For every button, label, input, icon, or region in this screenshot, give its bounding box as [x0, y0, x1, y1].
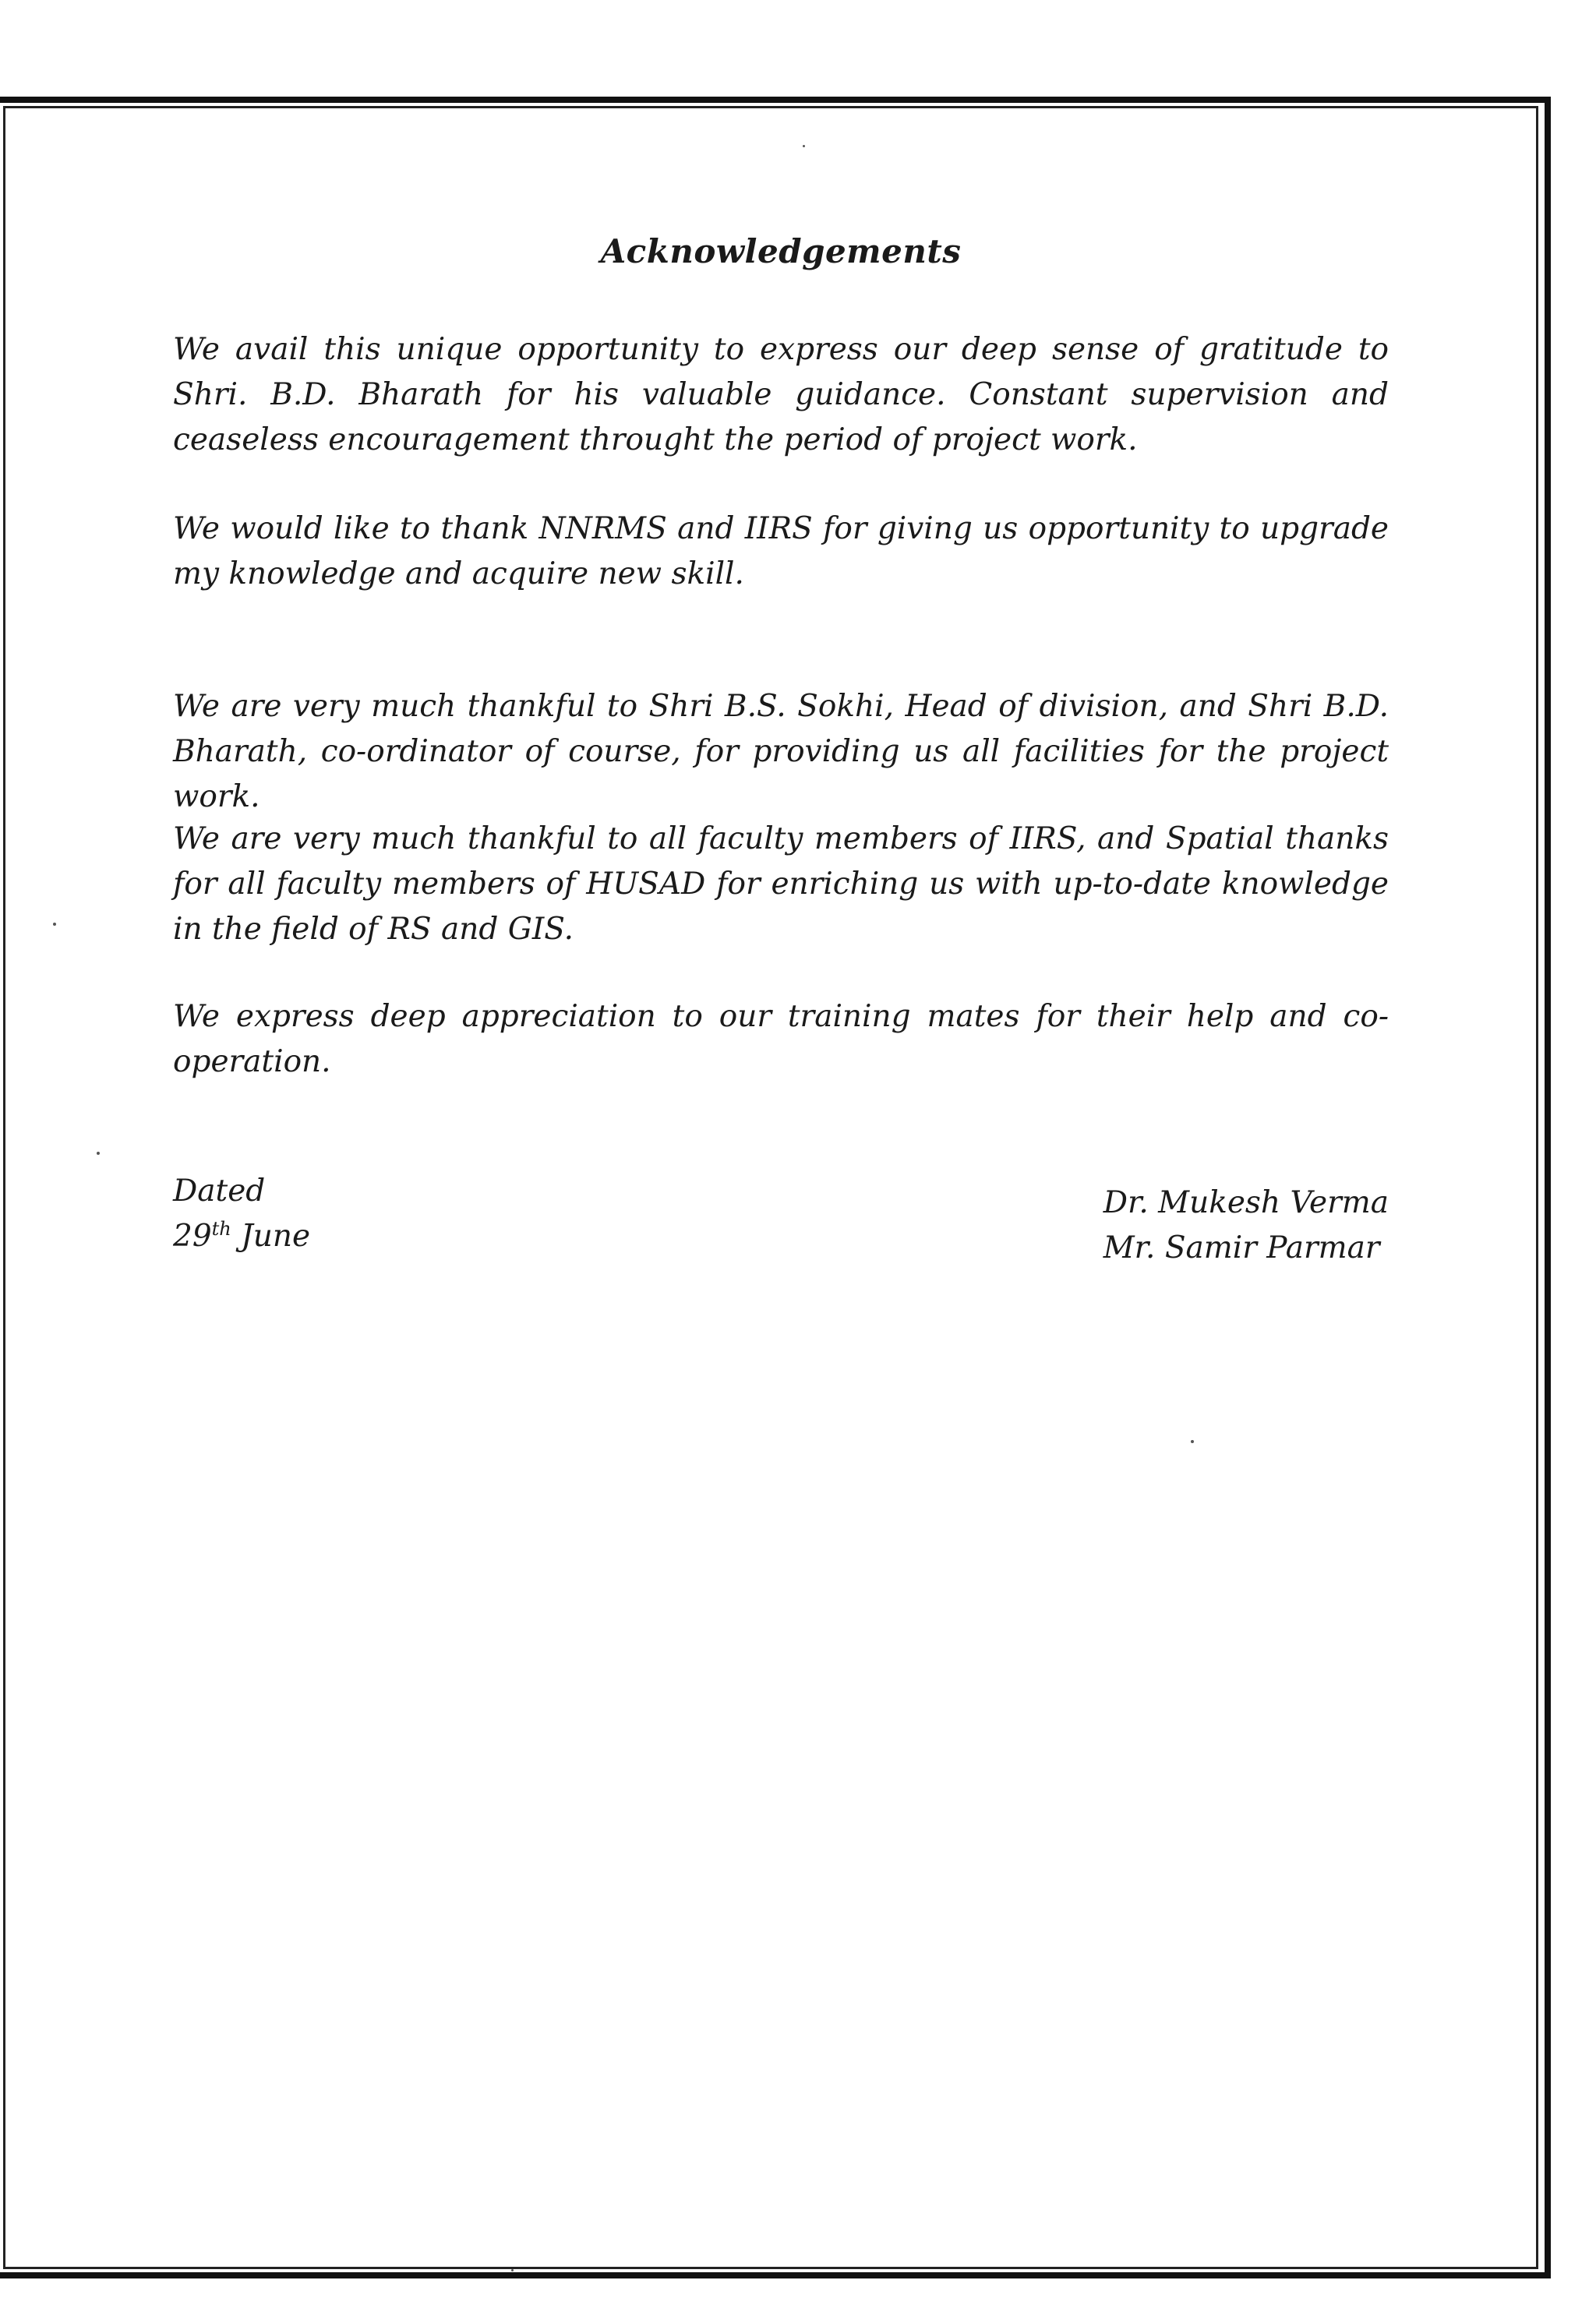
- paragraph-gratitude: We avail this unique opportunity to express our deep sense of gratitude to Shri. B.D. Bharath for his valuable guidance. Constant supervision and ceaseless encouragement throught the period of project work.: [173, 332, 1389, 457]
- paragraph-thanks-heads: We are very much thankful to Shri B.S. Sokhi, Head of division, and Shri B.D. Bharath, co-ordinator of course, for providing us all facilities for the project work.: [173, 689, 1389, 814]
- paragraph-thanks-mates: We express deep appreciation to our training mates for their help and co-operation.: [173, 999, 1389, 1079]
- scan-speck: [511, 2269, 514, 2271]
- signatories-block: [1103, 1181, 1389, 1271]
- date-month: June: [241, 1219, 311, 1254]
- date-suffix: th: [211, 1218, 231, 1240]
- scan-speck: [1191, 1440, 1194, 1443]
- paragraph-thanks-institutes: We would like to thank NNRMS and IIRS for giving us opportunity to upgrade my knowledge and acquire new skill.: [173, 511, 1389, 591]
- date-block: [173, 1169, 310, 1259]
- date-day: 29: [173, 1219, 212, 1254]
- scan-speck: [97, 1152, 100, 1155]
- signatory-name: Dr. Mukesh Verma: [1103, 1185, 1389, 1220]
- dated-label: Dated: [173, 1174, 266, 1209]
- paragraph-thanks-faculty: We are very much thankful to all faculty members of IIRS, and Spatial thanks for all faculty members of HUSAD for enriching us with up-to-date knowledge in the field of RS and GIS.: [173, 821, 1389, 947]
- page-title: Acknowledgements: [600, 232, 962, 270]
- scan-speck: [803, 145, 805, 147]
- date-value: [173, 1214, 310, 1259]
- scan-speck: [53, 923, 56, 926]
- signatory-name: Mr. Samir Parmar: [1103, 1230, 1380, 1265]
